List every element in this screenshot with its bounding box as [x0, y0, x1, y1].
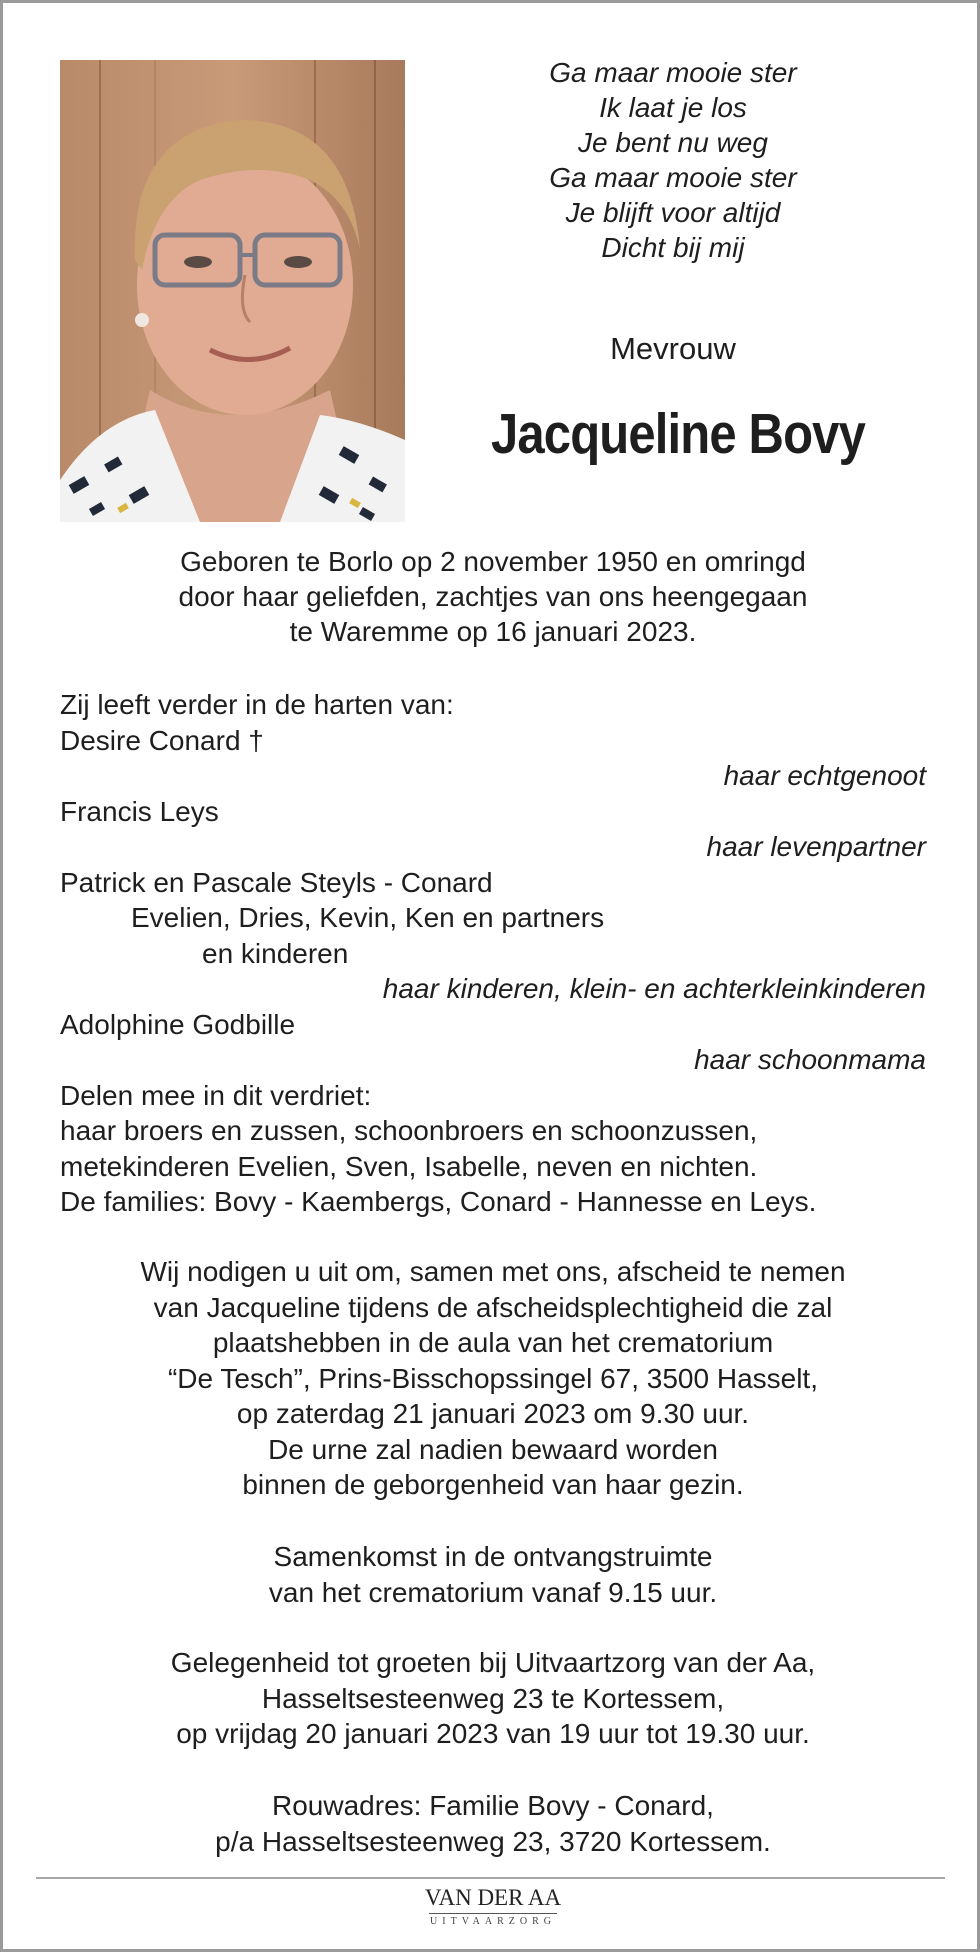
logo-subtitle: UITVAARZORG	[430, 1916, 556, 1927]
text-line: door haar geliefden, zachtjes van ons heengegaan	[178, 581, 808, 612]
footer-divider	[36, 1877, 945, 1879]
text-line: te Waremme op 16 januari 2023.	[289, 616, 697, 647]
survivor-relation: haar levenpartner	[706, 831, 926, 862]
invitation-text	[43, 1254, 943, 1503]
text-line: Wij nodigen u uit om, samen met ons, afscheid te nemen	[140, 1256, 846, 1287]
mourning-address	[43, 1788, 943, 1859]
logo-divider	[429, 1913, 557, 1914]
text-line: Hasseltsesteenweg 23 te Kortessem,	[261, 1682, 725, 1714]
text-line: Gelegenheid tot groeten bij Uitvaartzorg van der Aa,	[170, 1647, 816, 1678]
portrait-photo	[60, 60, 405, 522]
poem-line: Je bent nu weg	[578, 127, 768, 158]
survivor-relation: haar echtgenoot	[723, 760, 926, 791]
text-line: op vrijdag 20 januari 2023 van 19 uur tot 19.30 uur.	[176, 1718, 810, 1749]
poem-line: Ik laat je los	[599, 92, 747, 123]
poem	[473, 55, 873, 265]
survivors-list	[60, 687, 926, 1220]
survivor-name: Desire Conard †	[60, 724, 264, 756]
text-line: p/a Hasseltsesteenweg 23, 3720 Kortessem.	[215, 1825, 771, 1857]
survivor-name: Adolphine Godbille	[60, 1008, 296, 1040]
text-line: plaatshebben in de aula van het crematorium	[212, 1327, 774, 1358]
survivor-name: Francis Leys	[60, 795, 219, 827]
poem-line: Ga maar mooie ster	[549, 57, 797, 88]
survivor-relation: haar kinderen, klein- en achterkleinkinderen	[382, 973, 926, 1004]
survivor-name: en kinderen	[202, 937, 349, 969]
mourners-intro: Delen mee in dit verdriet:	[60, 1079, 372, 1111]
poem-line: Dicht bij mij	[601, 232, 745, 263]
deceased-name: Jacqueline Bovy	[491, 402, 865, 466]
text-line: van Jacqueline tijdens de afscheidsplechtigheid die zal	[153, 1291, 833, 1323]
text-line: binnen de geborgenheid van haar gezin.	[242, 1469, 744, 1500]
mourners-line: metekinderen Evelien, Sven, Isabelle, neven en nichten.	[60, 1150, 758, 1182]
mourners-line: De families: Bovy - Kaembergs, Conard - Hannesse en Leys.	[60, 1186, 817, 1217]
text-line: De urne zal nadien bewaard worden	[268, 1433, 718, 1465]
text-line: op zaterdag 21 januari 2023 om 9.30 uur.	[236, 1398, 750, 1429]
poem-line: Ga maar mooie ster	[549, 162, 797, 193]
survivor-relation: haar schoonmama	[694, 1044, 926, 1075]
greeting-text	[43, 1645, 943, 1752]
birth-death-text	[60, 544, 926, 649]
survivor-name: Patrick en Pascale Steyls - Conard	[60, 866, 493, 898]
logo-name: VAN DER AA	[424, 1885, 562, 1910]
gathering-text	[43, 1539, 943, 1610]
text-line: Samenkomst in de ontvangstruimte	[273, 1541, 713, 1572]
survivors-intro: Zij leeft verder in de harten van:	[60, 689, 454, 720]
mourners-line: haar broers en zussen, schoonbroers en schoonzussen,	[60, 1115, 758, 1146]
funeral-home-logo	[393, 1885, 593, 1927]
text-line: Geboren te Borlo op 2 november 1950 en omringd	[180, 546, 806, 577]
text-line: “De Tesch”, Prins-Bisschopssingel 67, 3500 Hasselt,	[167, 1362, 818, 1394]
honorific: Mevrouw	[610, 331, 736, 366]
survivor-name: Evelien, Dries, Kevin, Ken en partners	[131, 902, 605, 933]
text-line: Rouwadres: Familie Bovy - Conard,	[272, 1790, 714, 1821]
poem-line: Je blijft voor altijd	[565, 197, 781, 228]
text-line: van het crematorium vanaf 9.15 uur.	[268, 1576, 718, 1608]
